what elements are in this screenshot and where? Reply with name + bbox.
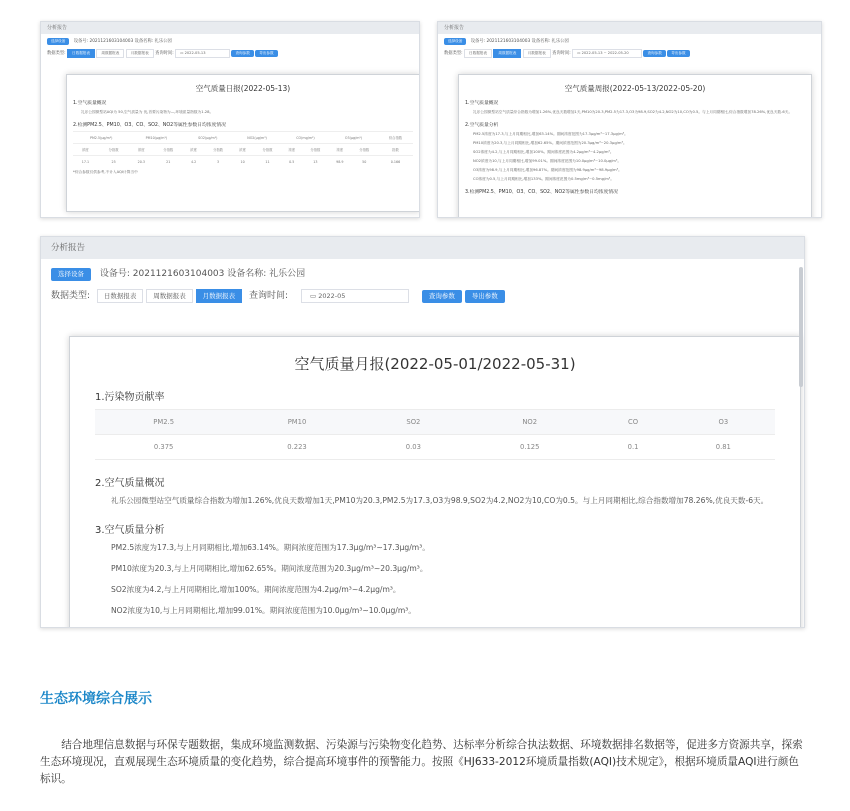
select-device-button[interactable]: 选择设备 [444,38,466,45]
tab-daily[interactable]: 日数据报表 [464,49,492,58]
filter-row [51,288,794,303]
table-cell: 13 [302,156,329,168]
table-cell: 17.1 [73,156,98,168]
table-cell: 0.5 [282,156,302,168]
table-subheader: 分指数 [302,144,329,156]
table-cell: 0.223 [232,435,361,460]
tab-monthly[interactable]: 月数据报表 [126,49,154,58]
table-cell: 0.375 [95,435,232,460]
date-value: 2022-05 [318,292,346,300]
device-row [51,266,794,281]
table-header: PM10 [232,410,361,435]
table-cell: 0.03 [362,435,465,460]
data-type-label: 数据类型: [51,291,91,301]
table-subheader: 浓度 [73,144,98,156]
table-cell: 0.1 [594,435,671,460]
query-time-label: 查询时间: [249,291,289,301]
paragraph: 礼乐公园微型站空气质量综合指数为增加1.26%,优良天数增加1天,PM10为20.3,PM2.5为17.3,O3为98.9,SO2为4.2,NO2为10,CO为0.5。与上月同期相比,综合指数增加78.26%,优良天数-6天。 [111,496,769,505]
report-title: 空气质量月报(2022-05-01/2022-05-31) [294,355,576,373]
section-title: 1.空气质量概况 [73,101,107,106]
date-value: 2022-05-13 ~ 2022-05-20 [581,51,629,55]
window-title: 分析报告 [41,22,419,34]
table-cell: 4.2 [183,156,203,168]
section-title: 3.空气质量分析 [95,525,165,536]
section-title: 2.检测PM2.5、PM10、O3、CO、SO2、NO2等属性参数日均浓度情况 [73,123,226,128]
report-title: 空气质量日报(2022-05-13) [195,84,291,93]
contribution-table [95,409,775,460]
monthly-report-screenshot [40,236,805,628]
export-button[interactable]: 导出参数 [465,290,505,303]
query-button[interactable]: 查询参数 [643,50,665,57]
tab-weekly[interactable]: 周数据报表 [96,49,124,58]
date-input[interactable] [572,49,642,58]
table-subheader: 浓度 [129,144,153,156]
daily-table [73,131,413,167]
analysis-line: PM2.5浓度为17.3,与上月同期相比,增加63.14%。期间浓度范围为17.3μg/m³~17.3μg/m³。 [473,132,628,136]
table-header: SO2 [362,410,465,435]
section-title: 2.空气质量分析 [465,123,499,128]
query-button[interactable]: 查询参数 [422,290,462,303]
table-subheader: 浓度 [329,144,351,156]
device-info: 设备号: 2021121603104003 设备名称: 礼乐公园 [73,39,172,44]
date-input[interactable] [175,49,230,58]
tab-daily[interactable]: 日数据报表 [67,49,95,58]
table-cell: 0.166 [378,156,413,168]
export-button[interactable]: 导出参数 [667,50,689,57]
table-cell: 3 [204,156,232,168]
analysis-line: NO2浓度为10,与上月同期相比,增加99.01%。期间浓度范围为10.0μg/m³~10.0μg/m³。 [111,606,416,615]
table-subheader: 分指数 [98,144,130,156]
analysis-line: NO2浓度为10,与上月同期相比,增加99.01%。期间浓度范围为10.0μg/m³~10.0μg/m³。 [473,159,622,163]
data-type-label: 数据类型: [444,51,463,56]
data-type-label: 数据类型: [47,51,66,56]
table-subheader: 浓度 [282,144,302,156]
filter-row [47,49,413,58]
tab-weekly[interactable]: 周数据报表 [146,289,193,303]
query-time-label: 查询时间: [155,51,174,56]
calendar-icon: ▭ [309,292,319,300]
calendar-icon: ▭ [577,51,582,55]
date-input[interactable] [301,289,409,303]
table-header: CO(mg/m³) [282,132,329,144]
vertical-scrollbar[interactable] [799,267,803,387]
table-header: PM10(μg/m³) [129,132,183,144]
query-time-label: 查询时间: [552,51,571,56]
analysis-line: CO浓度为0.5,与上月同期相比,增加133%。期间浓度范围为0.5mg/m³~0.5mg/m³。 [473,177,614,181]
table-cell: 0.81 [672,435,775,460]
table-header: NO2(μg/m³) [232,132,282,144]
device-info: 设备号: 2021121603104003 设备名称: 礼乐公园 [99,269,306,279]
table-cell: 0.125 [465,435,594,460]
table-cell: 50 [351,156,378,168]
weekly-report-screenshot [437,21,822,218]
table-subheader: 分指数 [253,144,282,156]
table-cell: 98.9 [329,156,351,168]
daily-report-screenshot [40,21,420,218]
query-button[interactable]: 查询参数 [231,50,253,57]
analysis-line: PM10浓度为20.3,与上月同期相比,增加62.65%。期间浓度范围为20.3μg/m³~20.3μg/m³。 [111,564,428,573]
tab-daily[interactable]: 日数据报表 [97,289,144,303]
table-subheader: 分指数 [204,144,232,156]
table-header: CO [594,410,671,435]
analysis-line: PM10浓度为20.3,与上月同期相比,增加62.65%。期间浓度范围为20.3μg/m³~20.3μg/m³。 [473,141,627,145]
table-cell: 10 [232,156,253,168]
select-device-button[interactable]: 选择设备 [51,268,91,281]
analysis-line: SO2浓度为4.2,与上月同期相比,增加100%。期间浓度范围为4.2μg/m³~4.2μg/m³。 [473,150,614,154]
table-header: O3 [672,410,775,435]
table-subheader: 分指数 [351,144,378,156]
section-heading: 生态环境综合展示 [40,691,152,707]
table-subheader: 浓度 [183,144,203,156]
paragraph: 礼乐公园微型站AQI为 50,空气质量为 优,首要污染物为—,环境质量指数为1.28。 [81,110,214,114]
report-title: 空气质量周报(2022-05-13/2022-05-20) [564,84,706,93]
date-value: 2022-05-13 [184,51,206,55]
tab-weekly[interactable]: 周数据报表 [493,49,521,58]
tab-monthly[interactable]: 月数据报表 [523,49,551,58]
table-cell: 11 [253,156,282,168]
device-row [444,38,815,45]
report-paper [66,74,420,212]
window-title: 分析报告 [438,22,821,34]
table-header: 综合指数 [378,132,413,144]
report-paper [69,336,801,628]
section-title: 2.空气质量概况 [95,478,165,489]
table-cell: 20.3 [129,156,153,168]
analysis-line: PM2.5浓度为17.3,与上月同期相比,增加63.14%。期间浓度范围为17.3μg/m³~17.3μg/m³。 [111,543,430,552]
section-body: 结合地理信息数据与环保专题数据，集成环境监测数据、污染源与污染物变化趋势、达标率分析综合执法数据、环境数据排名数据等，促进多方资源共享，探索生态环境现况，直观展现生态环境质量的变化趋势，综合提高环境事件的预警能力。按照《HJ633-2012环境质量指数(AQI)技术规定》，根据环境质量AQI进行颜色标识。 [40,739,803,785]
section-title: 1.空气质量概况 [465,101,499,106]
section-title: 1.污染物贡献率 [95,392,165,403]
analysis-line: SO2浓度为4.2,与上月同期相比,增加100%。期间浓度范围为4.2μg/m³~4.2μg/m³。 [111,585,401,594]
table-subheader: 指数 [378,144,413,156]
table-note: *综合参数仅供参考,不计入AQI计算当中 [73,170,138,174]
device-row [47,38,413,45]
section-title: 3.检测PM2.5、PM10、O3、CO、SO2、NO2等属性参数日均浓度情况 [465,190,618,195]
window-title: 分析报告 [41,237,804,259]
export-button[interactable]: 导出参数 [255,50,277,57]
filter-row [444,49,815,58]
calendar-icon: ▭ [180,51,185,55]
table-cell: 25 [98,156,130,168]
table-header: O3(μg/m³) [329,132,378,144]
tab-monthly[interactable]: 月数据报表 [196,289,243,303]
select-device-button[interactable]: 选择设备 [47,38,69,45]
analysis-line: O3浓度为98.9,与上月同期相比,增加96.87%。期间浓度范围为98.9μg/m³~98.9μg/m³。 [473,168,622,172]
device-info: 设备号: 2021121603104003 设备名称: 礼乐公园 [470,39,569,44]
table-header: SO2(μg/m³) [183,132,232,144]
table-subheader: 浓度 [232,144,253,156]
table-header: NO2 [465,410,594,435]
paragraph: 礼乐公园微型站空气质量综合指数为增加1.26%,优良天数增加1天,PM10为20.3,PM2.5为17.3,O3为98.9,SO2为4.2,NO2为10,CO为0.5。与上月同期相比,综合指数增加78.26%,优良天数-6天。 [473,110,793,114]
table-header: PM2.5 [95,410,232,435]
report-paper [458,74,812,218]
table-subheader: 分指数 [153,144,183,156]
table-header: PM2.5(μg/m³) [73,132,129,144]
table-cell: 21 [153,156,183,168]
